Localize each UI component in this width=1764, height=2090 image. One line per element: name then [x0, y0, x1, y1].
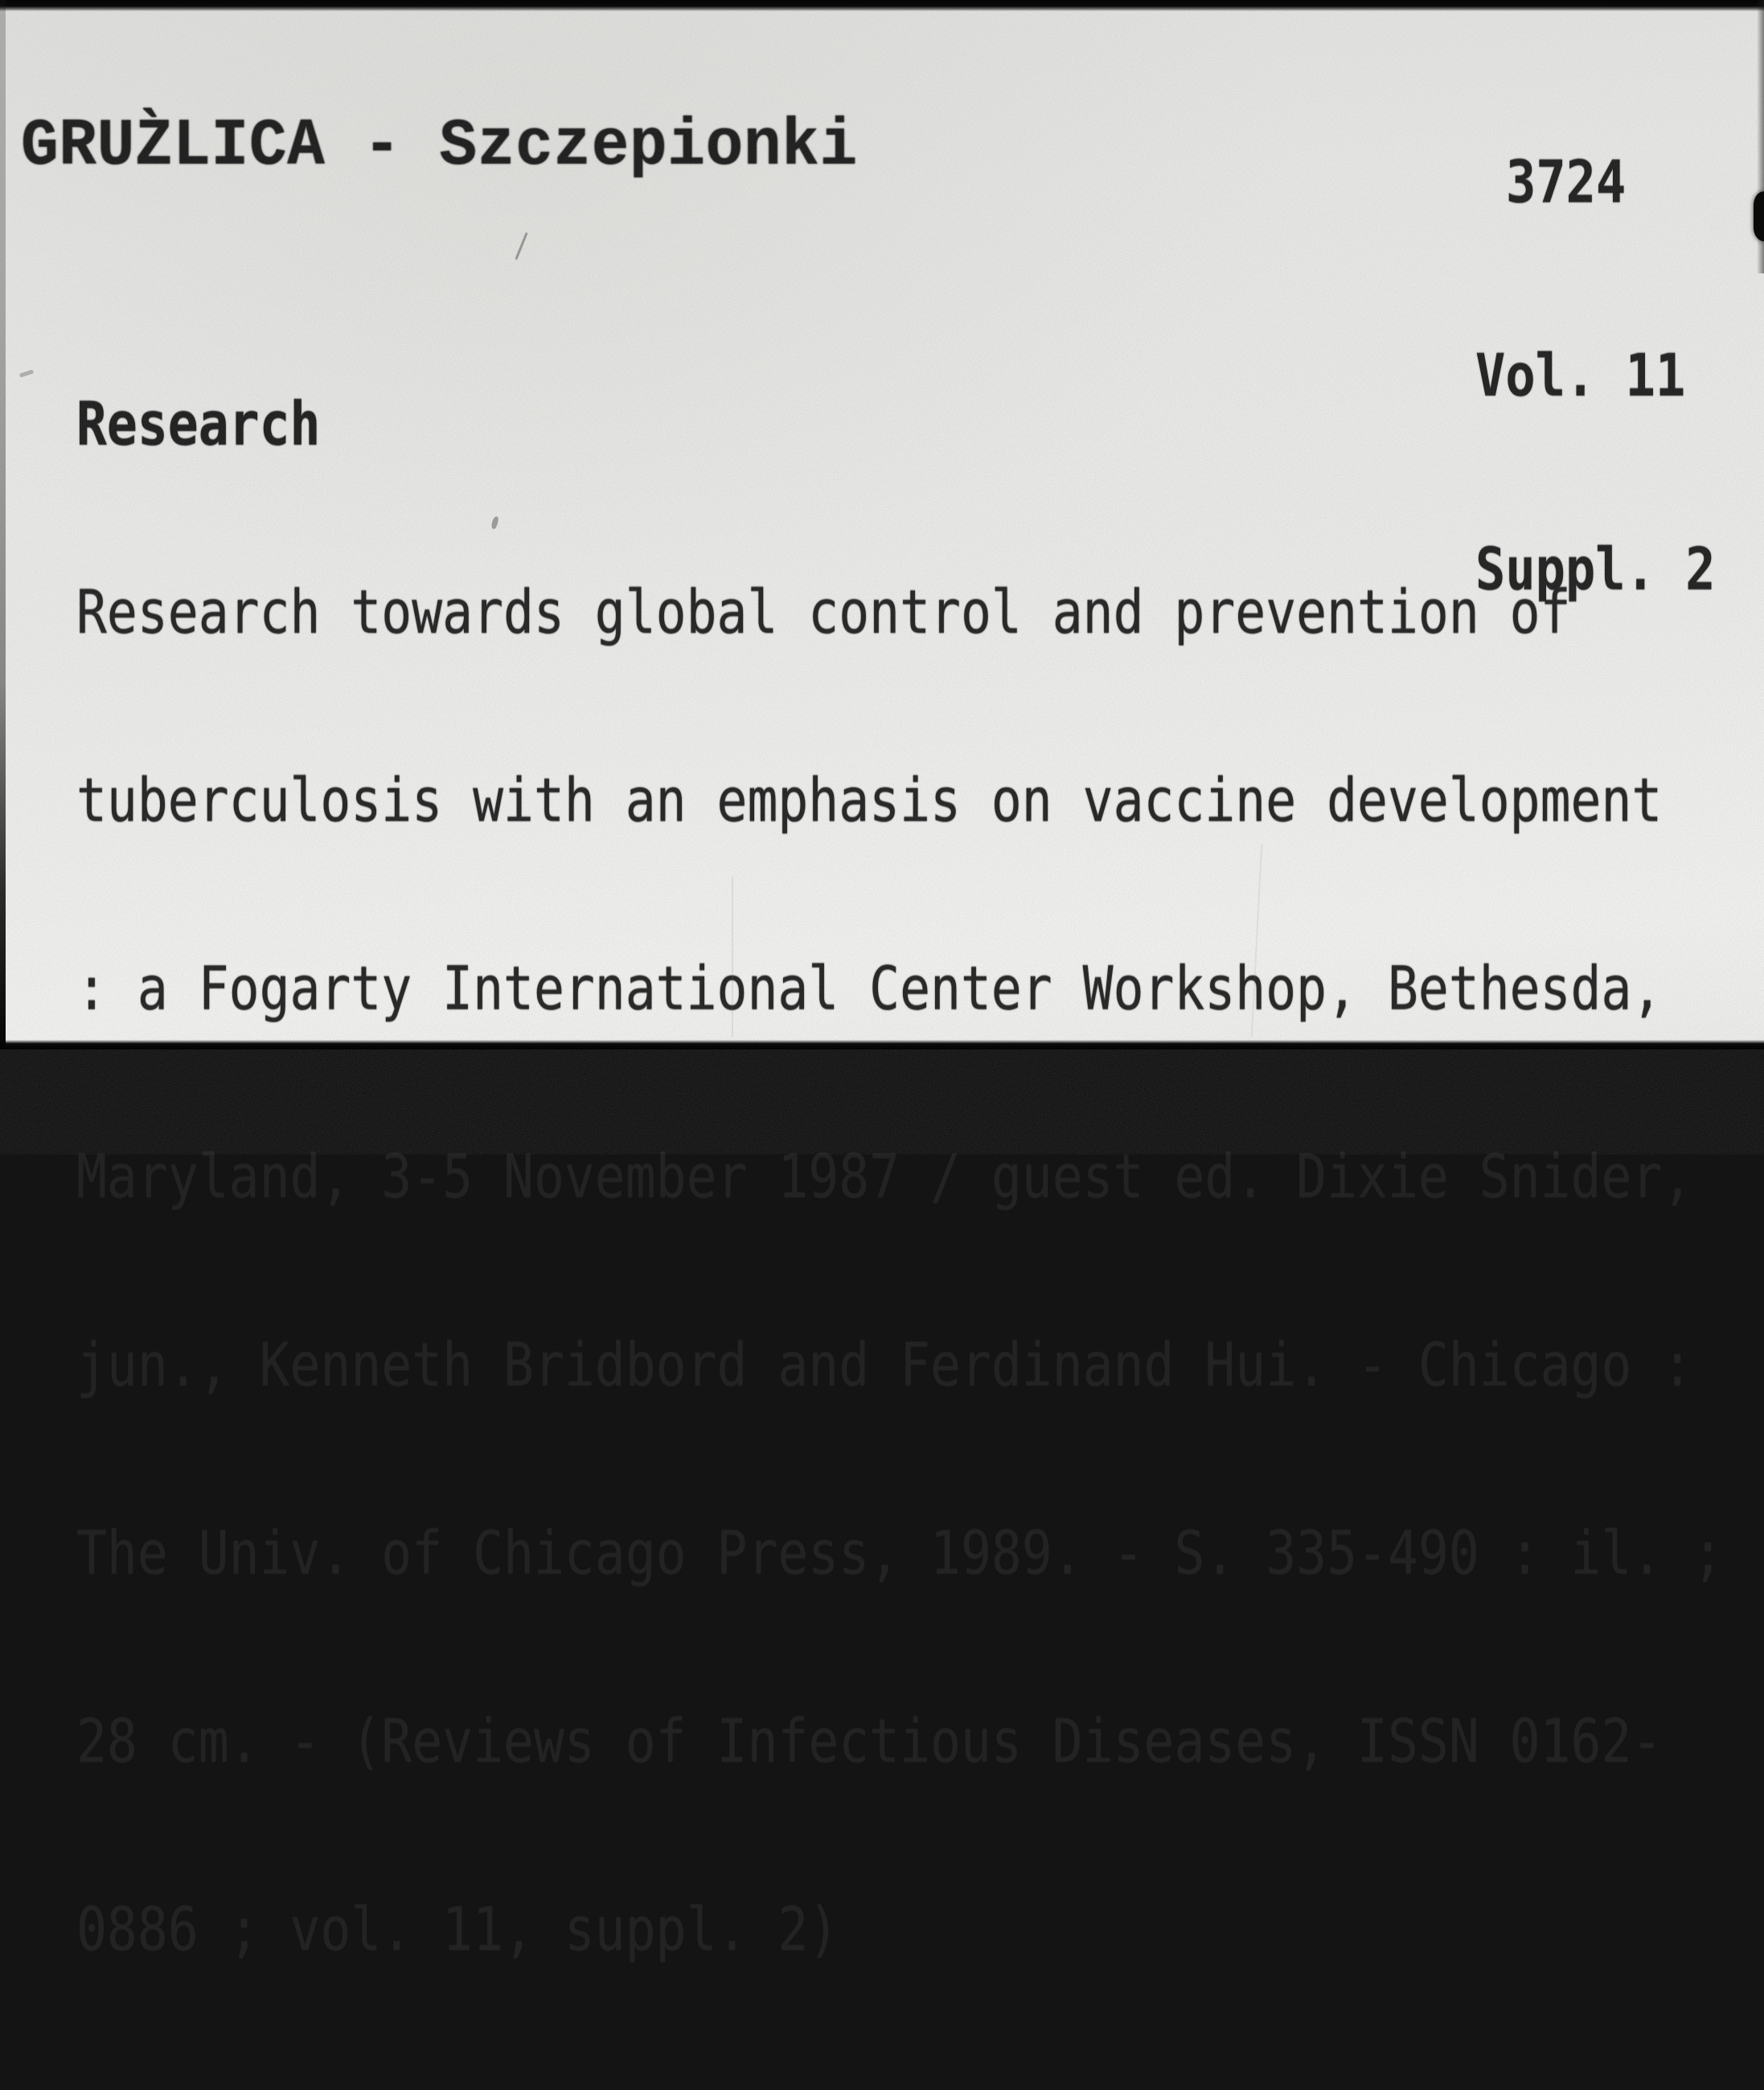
scan-edge-left [0, 0, 6, 1049]
scan-edge-bottom [0, 1040, 1764, 1049]
accession-number: 3724 [1506, 146, 1627, 217]
catalog-entry-block [76, 268, 1723, 2087]
subject-heading: GRUZ̀LICA - Szczepionki [21, 109, 858, 185]
supplement-number: Suppl. 2 [1475, 534, 1716, 604]
scratch-mark [732, 877, 733, 1037]
scratch-mark [515, 232, 527, 261]
entry-line-8: 0886 ; vol. 11, suppl. 2) [76, 1895, 839, 1965]
entry-line-1: Research towards global control and prevention of [76, 577, 1571, 647]
entry-line-5: jun., Kenneth Bridbord and Ferdinand Hui. - Chicago : [76, 1330, 1693, 1400]
scan-blob-right [1754, 191, 1764, 241]
entry-title-word: Research [76, 389, 321, 459]
entry-line-2: tuberculosis with an emphasis on vaccine development [76, 766, 1663, 836]
scan-edge-top [0, 0, 1764, 11]
entry-line-6: The Univ. of Chicago Press, 1989. - S. 335-490 : il. ; [76, 1518, 1724, 1588]
entry-line-4: Maryland, 3-5 November 1987 / guest ed. Dixie Snider, [76, 1142, 1693, 1212]
entry-line-7: 28 cm. - (Reviews of Infectious Diseases, ISSN 0162- [76, 1706, 1663, 1776]
scratch-mark [19, 369, 35, 377]
entry-line-3: : a Fogarty International Center Workshop, Bethesda, [76, 954, 1663, 1024]
volume-number: Vol. 11 [1475, 340, 1686, 410]
